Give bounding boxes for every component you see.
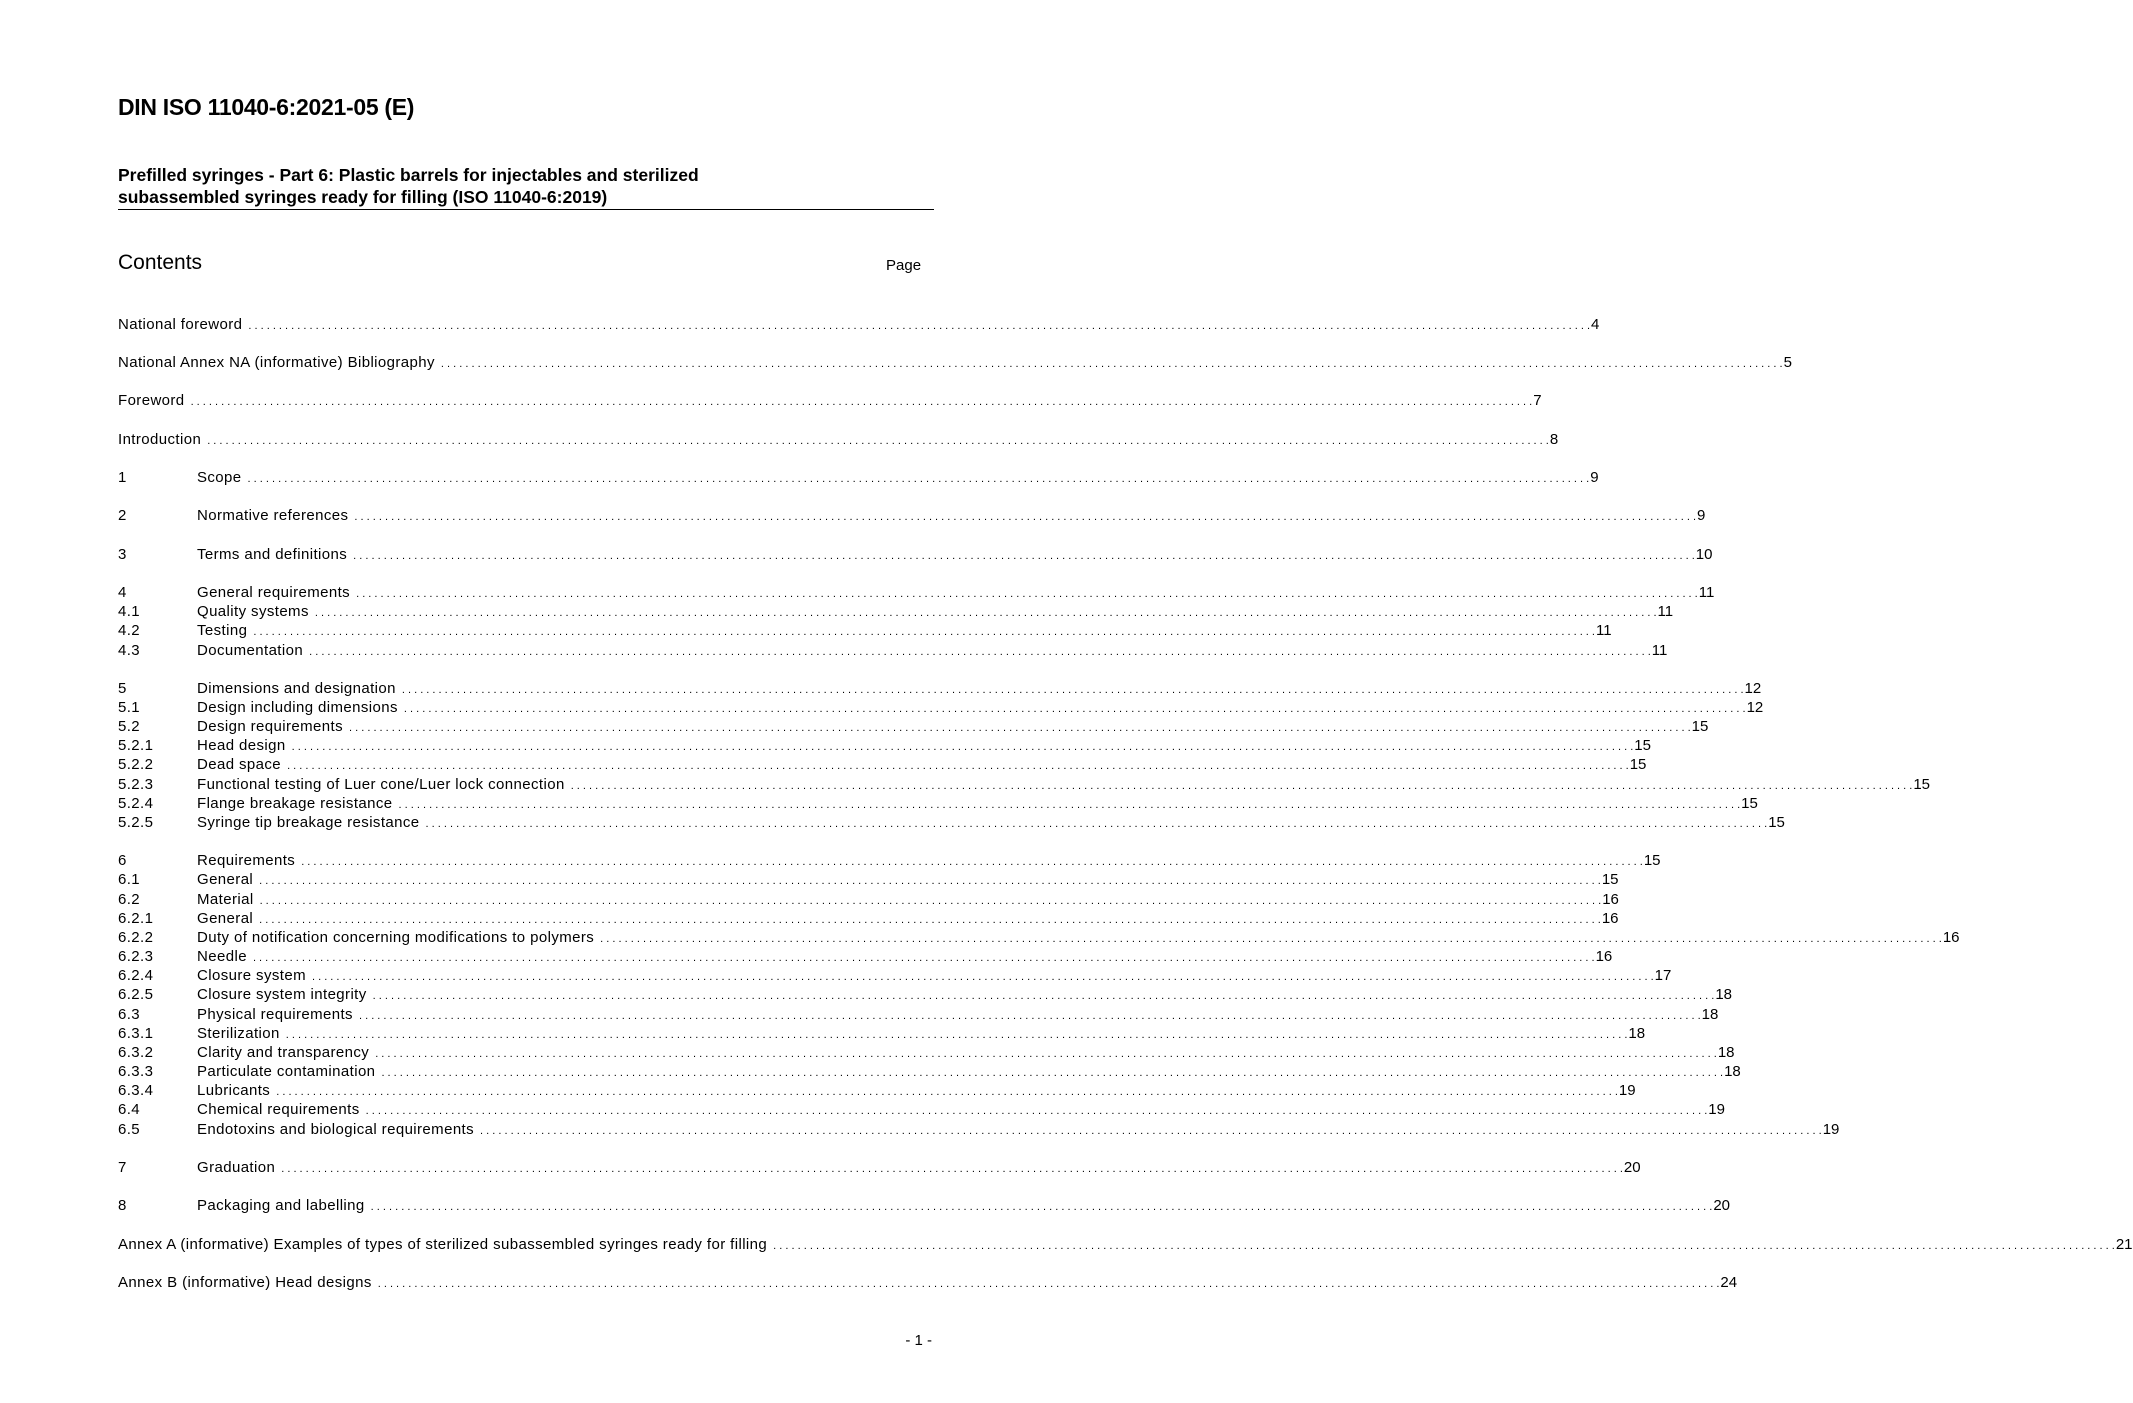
- toc-dot-leader: . . . . . . . . . . . . . . . . . . . . . . . . . . . . . . . . . . . . . . . . . . . . . . . . . . . . . . . . . . . . . . . . . . . . . . . . . . . . . . . . . . . . . . . . . . . . . . . . . . . . . . . . . . . . . . . . . . . . . . . . . . . . . . . . . . . . . . . . . . . . . . . . . . . . . . . . . . . . . . . . . . . . . . . . . . . . . . . . . . . . . . . . . . . . . . . . . . . . . . . . . . . . . . . . . . . . . . . . . . . .: [365, 1105, 1708, 1117]
- toc-entry-title: Duty of notification concerning modifications to polymers: [197, 929, 595, 946]
- toc-dot-leader: . . . . . . . . . . . . . . . . . . . . . . . . . . . . . . . . . . . . . . . . . . . . . . . . . . . . . . . . . . . . . . . . . . . . . . . . . . . . . . . . . . . . . . . . . . . . . . . . . . . . . . . . . . . . . . . . . . . . . . . . . . . . . . . . . . . . . . . . . . . . . . . . . . . . . . . . . . . . . . . . . . . . . . . . . . . . . . . . . . . . . . . . . . . . . . . . . . . . . . . . . . . . . . . . . . . . . . . . . . . .: [248, 320, 1591, 332]
- toc-entry-page: 11: [1595, 622, 1612, 639]
- toc-entry[interactable]: [118, 776, 1931, 796]
- toc-entry-number: 4.1: [118, 603, 141, 620]
- toc-entry[interactable]: [118, 1101, 1725, 1121]
- toc-entry-title: Requirements: [197, 852, 296, 869]
- toc-entry-title: Lubricants: [197, 1082, 271, 1099]
- toc-entry[interactable]: [118, 642, 1668, 662]
- toc-entry-number: 5.2.2: [118, 756, 154, 773]
- toc-entry-number: 7: [118, 1159, 127, 1176]
- toc-entry-page: 20: [1713, 1197, 1730, 1214]
- toc-entry-title: Chemical requirements: [197, 1101, 360, 1118]
- toc-dot-leader: . . . . . . . . . . . . . . . . . . . . . . . . . . . . . . . . . . . . . . . . . . . . . . . . . . . . . . . . . . . . . . . . . . . . . . . . . . . . . . . . . . . . . . . . . . . . . . . . . . . . . . . . . . . . . . . . . . . . . . . . . . . . . . . . . . . . . . . . . . . . . . . . . . . . . . . . . . . . . . . . . . . . . . . . . . . . . . . . . . . . . . . . . . . . . . . . . . . . . . . . . . . . . . . . . . . . . . . . . . . .: [354, 511, 1697, 523]
- toc-entry[interactable]: [118, 737, 1651, 757]
- toc-entry-page: 7: [1533, 392, 1542, 409]
- toc-dot-leader: . . . . . . . . . . . . . . . . . . . . . . . . . . . . . . . . . . . . . . . . . . . . . . . . . . . . . . . . . . . . . . . . . . . . . . . . . . . . . . . . . . . . . . . . . . . . . . . . . . . . . . . . . . . . . . . . . . . . . . . . . . . . . . . . . . . . . . . . . . . . . . . . . . . . . . . . . . . . . . . . . . . . . . . . . . . . . . . . . . . . . . . . . . . . . . . . . . . . . . . . . . . . . . . . . . . . . . . . . . . .: [253, 626, 1595, 638]
- toc-entry[interactable]: [118, 871, 1619, 891]
- toc-entry-page: 16: [1601, 910, 1619, 927]
- toc-entry[interactable]: [118, 1274, 1738, 1294]
- toc-entry-number: 1: [118, 469, 127, 486]
- toc-entry-title: Endotoxins and biological requirements: [197, 1121, 475, 1138]
- toc-entry-page: 15: [1768, 814, 1785, 831]
- toc-entry-page: 5: [1783, 354, 1792, 371]
- toc-entry-number: 6.2.1: [118, 910, 154, 927]
- toc-dot-leader: . . . . . . . . . . . . . . . . . . . . . . . . . . . . . . . . . . . . . . . . . . . . . . . . . . . . . . . . . . . . . . . . . . . . . . . . . . . . . . . . . . . . . . . . . . . . . . . . . . . . . . . . . . . . . . . . . . . . . . . . . . . . . . . . . . . . . . . . . . . . . . . . . . . . . . . . . . . . . . . . . . . . . . . . . . . . . . . . . . . . . . . . . . . . . . . . . . . . . . . . . . . . . . . . . . . . . . . . . . . .: [259, 914, 1601, 926]
- toc-dot-leader: . . . . . . . . . . . . . . . . . . . . . . . . . . . . . . . . . . . . . . . . . . . . . . . . . . . . . . . . . . . . . . . . . . . . . . . . . . . . . . . . . . . . . . . . . . . . . . . . . . . . . . . . . . . . . . . . . . . . . . . . . . . . . . . . . . . . . . . . . . . . . . . . . . . . . . . . . . . . . . . . . . . . . . . . . . . . . . . . . . . . . . . . . . . . . . . . . . . . . . . . . . . . . . . . . . . . . . . . . . . .: [377, 1278, 1720, 1290]
- toc-dot-leader: . . . . . . . . . . . . . . . . . . . . . . . . . . . . . . . . . . . . . . . . . . . . . . . . . . . . . . . . . . . . . . . . . . . . . . . . . . . . . . . . . . . . . . . . . . . . . . . . . . . . . . . . . . . . . . . . . . . . . . . . . . . . . . . . . . . . . . . . . . . . . . . . . . . . . . . . . . . . . . . . . . . . . . . . . . . . . . . . . . . . . . . . . . . . . . . . . . . . . . . . . . . . . . . . . . . . . . . . . . . .: [190, 396, 1533, 408]
- toc-entry-page: 9: [1590, 469, 1599, 486]
- toc-dot-leader: . . . . . . . . . . . . . . . . . . . . . . . . . . . . . . . . . . . . . . . . . . . . . . . . . . . . . . . . . . . . . . . . . . . . . . . . . . . . . . . . . . . . . . . . . . . . . . . . . . . . . . . . . . . . . . . . . . . . . . . . . . . . . . . . . . . . . . . . . . . . . . . . . . . . . . . . . . . . . . . . . . . . . . . . . . . . . . . . . . . . . . . . . . . . . . . . . . . . . . . . . . . . . . . . . . . . . . . . . . . .: [440, 358, 1783, 370]
- toc-entry-number: 3: [118, 546, 127, 563]
- toc-entry-title: National foreword: [118, 316, 243, 333]
- toc-entry-number: 5.2.4: [118, 795, 154, 812]
- toc-entry-number: 6.2.3: [118, 948, 154, 965]
- toc-entry[interactable]: [118, 756, 1647, 776]
- toc-entry-number: 5.2.5: [118, 814, 154, 831]
- toc-entry[interactable]: [118, 948, 1613, 968]
- toc-entry-title: General: [197, 910, 254, 927]
- toc-entry[interactable]: [118, 469, 1599, 489]
- toc-entry[interactable]: [118, 718, 1709, 738]
- toc-entry-number: 6.4: [118, 1101, 141, 1118]
- toc-dot-leader: . . . . . . . . . . . . . . . . . . . . . . . . . . . . . . . . . . . . . . . . . . . . . . . . . . . . . . . . . . . . . . . . . . . . . . . . . . . . . . . . . . . . . . . . . . . . . . . . . . . . . . . . . . . . . . . . . . . . . . . . . . . . . . . . . . . . . . . . . . . . . . . . . . . . . . . . . . . . . . . . . . . . . . . . . . . . . . . . . . . . . . . . . . . . . . . . . . . . . . . . . . . . . . . . . . . . . . . . . . . .: [370, 1201, 1713, 1213]
- toc-entry[interactable]: [118, 603, 1674, 623]
- toc-entry[interactable]: [118, 910, 1619, 930]
- toc-entry[interactable]: [118, 1006, 1719, 1026]
- toc-entry[interactable]: [118, 507, 1706, 527]
- toc-entry[interactable]: [118, 680, 1762, 700]
- toc-entry-title: Annex B (informative) Head designs: [118, 1274, 372, 1291]
- toc-entry-page: 9: [1697, 507, 1706, 524]
- page-number-footer: - 1 -: [905, 1332, 932, 1349]
- toc-entry-title: Physical requirements: [197, 1006, 353, 1023]
- toc-entry-page: 16: [1942, 929, 1960, 946]
- toc-entry[interactable]: [118, 354, 1792, 374]
- toc-dot-leader: . . . . . . . . . . . . . . . . . . . . . . . . . . . . . . . . . . . . . . . . . . . . . . . . . . . . . . . . . . . . . . . . . . . . . . . . . . . . . . . . . . . . . . . . . . . . . . . . . . . . . . . . . . . . . . . . . . . . . . . . . . . . . . . . . . . . . . . . . . . . . . . . . . . . . . . . . . . . . . . . . . . . . . . . . . . . . . . . . . . . . . . . . . . . . . . . . . . . . . . . . . . . . . . . . . . . . . . . . . . .: [281, 1163, 1623, 1175]
- page-column-heading: Page: [886, 257, 922, 274]
- toc-entry-title: Packaging and labelling: [197, 1197, 365, 1214]
- toc-entry[interactable]: [118, 622, 1612, 642]
- toc-dot-leader: . . . . . . . . . . . . . . . . . . . . . . . . . . . . . . . . . . . . . . . . . . . . . . . . . . . . . . . . . . . . . . . . . . . . . . . . . . . . . . . . . . . . . . . . . . . . . . . . . . . . . . . . . . . . . . . . . . . . . . . . . . . . . . . . . . . . . . . . . . . . . . . . . . . . . . . . . . . . . . . . . . . . . . . . . . . . . . . . . . . . . . . . . . . . . . . . . . . . . . . . . . . . . . . . . . . . . . . . . . . .: [311, 971, 1654, 983]
- toc-entry-number: 6.3.3: [118, 1063, 154, 1080]
- toc-dot-leader: . . . . . . . . . . . . . . . . . . . . . . . . . . . . . . . . . . . . . . . . . . . . . . . . . . . . . . . . . . . . . . . . . . . . . . . . . . . . . . . . . . . . . . . . . . . . . . . . . . . . . . . . . . . . . . . . . . . . . . . . . . . . . . . . . . . . . . . . . . . . . . . . . . . . . . . . . . . . . . . . . . . . . . . . . . . . . . . . . . . . . . . . . . . . . . . . . . . . . . . . . . . . . . . . . . . . . . . . . . . .: [381, 1067, 1724, 1079]
- toc-dot-leader: . . . . . . . . . . . . . . . . . . . . . . . . . . . . . . . . . . . . . . . . . . . . . . . . . . . . . . . . . . . . . . . . . . . . . . . . . . . . . . . . . . . . . . . . . . . . . . . . . . . . . . . . . . . . . . . . . . . . . . . . . . . . . . . . . . . . . . . . . . . . . . . . . . . . . . . . . . . . . . . . . . . . . . . . . . . . . . . . . . . . . . . . . . . . . . . . . . . . . . . . . . . . . . . . . . . . . . . . . . . .: [570, 780, 1913, 792]
- toc-entry[interactable]: [118, 1197, 1730, 1217]
- toc-entry-page: 15: [1629, 756, 1647, 773]
- toc-dot-leader: . . . . . . . . . . . . . . . . . . . . . . . . . . . . . . . . . . . . . . . . . . . . . . . . . . . . . . . . . . . . . . . . . . . . . . . . . . . . . . . . . . . . . . . . . . . . . . . . . . . . . . . . . . . . . . . . . . . . . . . . . . . . . . . . . . . . . . . . . . . . . . . . . . . . . . . . . . . . . . . . . . . . . . . . . . . . . . . . . . . . . . . . . . . . . . . . . . . . . . . . . . . . . . . . . . . . . . . . . . . .: [358, 1010, 1701, 1022]
- toc-entry-number: 8: [118, 1197, 127, 1214]
- toc-entry-page: 15: [1601, 871, 1619, 888]
- toc-dot-leader: . . . . . . . . . . . . . . . . . . . . . . . . . . . . . . . . . . . . . . . . . . . . . . . . . . . . . . . . . . . . . . . . . . . . . . . . . . . . . . . . . . . . . . . . . . . . . . . . . . . . . . . . . . . . . . . . . . . . . . . . . . . . . . . . . . . . . . . . . . . . . . . . . . . . . . . . . . . . . . . . . . . . . . . . . . . . . . . . . . . . . . . . . . . . . . . . . . . . . . . . . . . . . . . . . . . . . . . . . . . .: [207, 435, 1549, 447]
- toc-entry-page: 18: [1628, 1025, 1646, 1042]
- toc-entry-number: 6.2: [118, 891, 141, 908]
- toc-dot-leader: . . . . . . . . . . . . . . . . . . . . . . . . . . . . . . . . . . . . . . . . . . . . . . . . . . . . . . . . . . . . . . . . . . . . . . . . . . . . . . . . . . . . . . . . . . . . . . . . . . . . . . . . . . . . . . . . . . . . . . . . . . . . . . . . . . . . . . . . . . . . . . . . . . . . . . . . . . . . . . . . . . . . . . . . . . . . . . . . . . . . . . . . . . . . . . . . . . . . . . . . . . . . . . . . . . . . . . . . . . . .: [309, 646, 1651, 658]
- toc-dot-leader: . . . . . . . . . . . . . . . . . . . . . . . . . . . . . . . . . . . . . . . . . . . . . . . . . . . . . . . . . . . . . . . . . . . . . . . . . . . . . . . . . . . . . . . . . . . . . . . . . . . . . . . . . . . . . . . . . . . . . . . . . . . . . . . . . . . . . . . . . . . . . . . . . . . . . . . . . . . . . . . . . . . . . . . . . . . . . . . . . . . . . . . . . . . . . . . . . . . . . . . . . . . . . . . . . . . . . . . . . . . .: [259, 875, 1601, 887]
- toc-entry-title: Documentation: [197, 642, 304, 659]
- toc-entry-title: National Annex NA (informative) Bibliography: [118, 354, 435, 371]
- toc-entry[interactable]: [118, 1063, 1741, 1083]
- toc-dot-leader: . . . . . . . . . . . . . . . . . . . . . . . . . . . . . . . . . . . . . . . . . . . . . . . . . . . . . . . . . . . . . . . . . . . . . . . . . . . . . . . . . . . . . . . . . . . . . . . . . . . . . . . . . . . . . . . . . . . . . . . . . . . . . . . . . . . . . . . . . . . . . . . . . . . . . . . . . . . . . . . . . . . . . . . . . . . . . . . . . . . . . . . . . . . . . . . . . . . . . . . . . . . . . . . . . . . . . . . . . . . .: [356, 588, 1698, 600]
- toc-entry-title: Dimensions and designation: [197, 680, 396, 697]
- toc-dot-leader: . . . . . . . . . . . . . . . . . . . . . . . . . . . . . . . . . . . . . . . . . . . . . . . . . . . . . . . . . . . . . . . . . . . . . . . . . . . . . . . . . . . . . . . . . . . . . . . . . . . . . . . . . . . . . . . . . . . . . . . . . . . . . . . . . . . . . . . . . . . . . . . . . . . . . . . . . . . . . . . . . . . . . . . . . . . . . . . . . . . . . . . . . . . . . . . . . . . . . . . . . . . . . . . . . . . . . . . . . . . .: [372, 990, 1715, 1002]
- toc-dot-leader: . . . . . . . . . . . . . . . . . . . . . . . . . . . . . . . . . . . . . . . . . . . . . . . . . . . . . . . . . . . . . . . . . . . . . . . . . . . . . . . . . . . . . . . . . . . . . . . . . . . . . . . . . . . . . . . . . . . . . . . . . . . . . . . . . . . . . . . . . . . . . . . . . . . . . . . . . . . . . . . . . . . . . . . . . . . . . . . . . . . . . . . . . . . . . . . . . . . . . . . . . . . . . . . . . . . . . . . . . . . .: [314, 607, 1657, 619]
- toc-entry-title: Foreword: [118, 392, 185, 409]
- toc-entry-page: 16: [1602, 891, 1619, 908]
- toc-entry-title: Clarity and transparency: [197, 1044, 370, 1061]
- toc-entry-page: 15: [1643, 852, 1661, 869]
- toc-entry-title: Dead space: [197, 756, 282, 773]
- toc-entry-page: 18: [1724, 1063, 1741, 1080]
- toc-entry[interactable]: [118, 1236, 2133, 1256]
- toc-entry-page: 16: [1595, 948, 1613, 965]
- toc-entry-number: 5: [118, 680, 127, 697]
- toc-dot-leader: . . . . . . . . . . . . . . . . . . . . . . . . . . . . . . . . . . . . . . . . . . . . . . . . . . . . . . . . . . . . . . . . . . . . . . . . . . . . . . . . . . . . . . . . . . . . . . . . . . . . . . . . . . . . . . . . . . . . . . . . . . . . . . . . . . . . . . . . . . . . . . . . . . . . . . . . . . . . . . . . . . . . . . . . . . . . . . . . . . . . . . . . . . . . . . . . . . . . . . . . . . . . . . . . . . . . . . . . . . . .: [773, 1240, 2115, 1252]
- toc-dot-leader: . . . . . . . . . . . . . . . . . . . . . . . . . . . . . . . . . . . . . . . . . . . . . . . . . . . . . . . . . . . . . . . . . . . . . . . . . . . . . . . . . . . . . . . . . . . . . . . . . . . . . . . . . . . . . . . . . . . . . . . . . . . . . . . . . . . . . . . . . . . . . . . . . . . . . . . . . . . . . . . . . . . . . . . . . . . . . . . . . . . . . . . . . . . . . . . . . . . . . . . . . . . . . . . . . . . . . . . . . . . .: [276, 1086, 1618, 1098]
- toc-entry-title: Graduation: [197, 1159, 276, 1176]
- toc-entry-number: 5.2.1: [118, 737, 154, 754]
- toc-entry-title: Normative references: [197, 507, 349, 524]
- toc-entry[interactable]: [118, 546, 1713, 566]
- toc-entry-number: 4.3: [118, 642, 141, 659]
- toc-entry-title: Particulate contamination: [197, 1063, 376, 1080]
- toc-entry-page: 15: [1634, 737, 1651, 754]
- toc-entry-title: Scope: [197, 469, 242, 486]
- toc-dot-leader: . . . . . . . . . . . . . . . . . . . . . . . . . . . . . . . . . . . . . . . . . . . . . . . . . . . . . . . . . . . . . . . . . . . . . . . . . . . . . . . . . . . . . . . . . . . . . . . . . . . . . . . . . . . . . . . . . . . . . . . . . . . . . . . . . . . . . . . . . . . . . . . . . . . . . . . . . . . . . . . . . . . . . . . . . . . . . . . . . . . . . . . . . . . . . . . . . . . . . . . . . . . . . . . . . . . . . . . . . . . .: [600, 933, 1942, 945]
- toc-entry-title: Material: [197, 891, 254, 908]
- subtitle-line: subassembled syringes ready for filling (ISO 11040-6:2019): [118, 187, 608, 207]
- toc-entry[interactable]: [118, 891, 1619, 911]
- toc-dot-leader: . . . . . . . . . . . . . . . . . . . . . . . . . . . . . . . . . . . . . . . . . . . . . . . . . . . . . . . . . . . . . . . . . . . . . . . . . . . . . . . . . . . . . . . . . . . . . . . . . . . . . . . . . . . . . . . . . . . . . . . . . . . . . . . . . . . . . . . . . . . . . . . . . . . . . . . . . . . . . . . . . . . . . . . . . . . . . . . . . . . . . . . . . . . . . . . . . . . . . . . . . . . . . . . . . . . . . . . . . . . .: [287, 760, 1629, 772]
- toc-entry-title: General: [197, 871, 254, 888]
- toc-dot-leader: . . . . . . . . . . . . . . . . . . . . . . . . . . . . . . . . . . . . . . . . . . . . . . . . . . . . . . . . . . . . . . . . . . . . . . . . . . . . . . . . . . . . . . . . . . . . . . . . . . . . . . . . . . . . . . . . . . . . . . . . . . . . . . . . . . . . . . . . . . . . . . . . . . . . . . . . . . . . . . . . . . . . . . . . . . . . . . . . . . . . . . . . . . . . . . . . . . . . . . . . . . . . . . . . . . . . . . . . . . . .: [480, 1125, 1822, 1137]
- toc-entry[interactable]: [118, 814, 1785, 834]
- toc-entry[interactable]: [118, 1159, 1641, 1179]
- toc-entry[interactable]: [118, 795, 1758, 815]
- toc-entry-page: 20: [1623, 1159, 1641, 1176]
- toc-entry-title: Design including dimensions: [197, 699, 398, 716]
- toc-entry-title: Head design: [197, 737, 286, 754]
- toc-entry-page: 12: [1744, 680, 1762, 697]
- toc-entry-page: 15: [1913, 776, 1931, 793]
- toc-entry-page: 10: [1695, 546, 1713, 563]
- toc-entry[interactable]: [118, 316, 1600, 336]
- toc-entry-page: 19: [1822, 1121, 1840, 1138]
- toc-entry-number: 6.2.2: [118, 929, 154, 946]
- toc-dot-leader: . . . . . . . . . . . . . . . . . . . . . . . . . . . . . . . . . . . . . . . . . . . . . . . . . . . . . . . . . . . . . . . . . . . . . . . . . . . . . . . . . . . . . . . . . . . . . . . . . . . . . . . . . . . . . . . . . . . . . . . . . . . . . . . . . . . . . . . . . . . . . . . . . . . . . . . . . . . . . . . . . . . . . . . . . . . . . . . . . . . . . . . . . . . . . . . . . . . . . . . . . . . . . . . . . . . . . . . . . . . .: [247, 473, 1590, 485]
- toc-entry-number: 6: [118, 852, 127, 869]
- toc-entry-page: 8: [1549, 431, 1559, 448]
- toc-entry[interactable]: [118, 392, 1542, 412]
- toc-entry[interactable]: [118, 584, 1715, 604]
- toc-entry-title: Testing: [197, 622, 248, 639]
- toc-entry-number: 5.2.3: [118, 776, 154, 793]
- toc-entry-number: 2: [118, 507, 127, 524]
- toc-entry-page: 24: [1720, 1274, 1738, 1291]
- toc-entry-title: Needle: [197, 948, 247, 965]
- toc-entry-title: Closure system: [197, 967, 306, 984]
- toc-entry-page: 18: [1715, 986, 1732, 1003]
- toc-entry-title: Sterilization: [197, 1025, 280, 1042]
- toc-entry-number: 4.2: [118, 622, 141, 639]
- toc-entry-title: Design requirements: [197, 718, 343, 735]
- toc-entry-title: Closure system integrity: [197, 986, 367, 1003]
- toc-entry-page: 4: [1591, 316, 1600, 333]
- toc-entry-page: 19: [1708, 1101, 1725, 1118]
- toc-entry-page: 11: [1657, 603, 1674, 620]
- toc-entry[interactable]: [118, 852, 1661, 872]
- toc-entry-page: 19: [1618, 1082, 1636, 1099]
- toc-dot-leader: . . . . . . . . . . . . . . . . . . . . . . . . . . . . . . . . . . . . . . . . . . . . . . . . . . . . . . . . . . . . . . . . . . . . . . . . . . . . . . . . . . . . . . . . . . . . . . . . . . . . . . . . . . . . . . . . . . . . . . . . . . . . . . . . . . . . . . . . . . . . . . . . . . . . . . . . . . . . . . . . . . . . . . . . . . . . . . . . . . . . . . . . . . . . . . . . . . . . . . . . . . . . . . . . . . . . . . . . . . . .: [285, 1029, 1628, 1041]
- toc-dot-leader: . . . . . . . . . . . . . . . . . . . . . . . . . . . . . . . . . . . . . . . . . . . . . . . . . . . . . . . . . . . . . . . . . . . . . . . . . . . . . . . . . . . . . . . . . . . . . . . . . . . . . . . . . . . . . . . . . . . . . . . . . . . . . . . . . . . . . . . . . . . . . . . . . . . . . . . . . . . . . . . . . . . . . . . . . . . . . . . . . . . . . . . . . . . . . . . . . . . . . . . . . . . . . . . . . . . . . . . . . . . .: [259, 895, 1602, 907]
- toc-entry-title: Flange breakage resistance: [197, 795, 393, 812]
- toc-entry-page: 15: [1691, 718, 1709, 735]
- toc-dot-leader: . . . . . . . . . . . . . . . . . . . . . . . . . . . . . . . . . . . . . . . . . . . . . . . . . . . . . . . . . . . . . . . . . . . . . . . . . . . . . . . . . . . . . . . . . . . . . . . . . . . . . . . . . . . . . . . . . . . . . . . . . . . . . . . . . . . . . . . . . . . . . . . . . . . . . . . . . . . . . . . . . . . . . . . . . . . . . . . . . . . . . . . . . . . . . . . . . . . . . . . . . . . . . . . . . . . . . . . . . . . .: [398, 799, 1741, 811]
- toc-entry-number: 6.3.4: [118, 1082, 154, 1099]
- toc-entry[interactable]: [118, 1044, 1735, 1064]
- toc-entry-page: 17: [1654, 967, 1672, 984]
- toc-entry[interactable]: [118, 1082, 1636, 1102]
- toc-entry[interactable]: [118, 1121, 1840, 1141]
- toc-entry-number: 5.1: [118, 699, 141, 716]
- toc-entry-number: 6.1: [118, 871, 141, 888]
- toc-entry[interactable]: [118, 986, 1732, 1006]
- toc-entry-title: Quality systems: [197, 603, 309, 620]
- toc-entry-title: Functional testing of Luer cone/Luer lock connection: [197, 776, 565, 793]
- toc-entry-number: 5.2: [118, 718, 141, 735]
- document-title: DIN ISO 11040-6:2021-05 (E): [118, 94, 415, 120]
- toc-entry-page: 12: [1746, 699, 1764, 716]
- subtitle-line: Prefilled syringes - Part 6: Plastic barrels for injectables and sterilized: [118, 165, 699, 185]
- document-subtitle: [118, 164, 934, 210]
- toc-entry-number: 6.2.5: [118, 986, 154, 1003]
- toc-dot-leader: . . . . . . . . . . . . . . . . . . . . . . . . . . . . . . . . . . . . . . . . . . . . . . . . . . . . . . . . . . . . . . . . . . . . . . . . . . . . . . . . . . . . . . . . . . . . . . . . . . . . . . . . . . . . . . . . . . . . . . . . . . . . . . . . . . . . . . . . . . . . . . . . . . . . . . . . . . . . . . . . . . . . . . . . . . . . . . . . . . . . . . . . . . . . . . . . . . . . . . . . . . . . . . . . . . . . . . . . . . . .: [375, 1048, 1717, 1060]
- toc-entry-title: Terms and definitions: [197, 546, 348, 563]
- toc-dot-leader: . . . . . . . . . . . . . . . . . . . . . . . . . . . . . . . . . . . . . . . . . . . . . . . . . . . . . . . . . . . . . . . . . . . . . . . . . . . . . . . . . . . . . . . . . . . . . . . . . . . . . . . . . . . . . . . . . . . . . . . . . . . . . . . . . . . . . . . . . . . . . . . . . . . . . . . . . . . . . . . . . . . . . . . . . . . . . . . . . . . . . . . . . . . . . . . . . . . . . . . . . . . . . . . . . . . . . . . . . . . .: [401, 684, 1744, 696]
- toc-entry-title: Syringe tip breakage resistance: [197, 814, 420, 831]
- toc-entry-number: 6.3: [118, 1006, 141, 1023]
- toc-entry[interactable]: [118, 431, 1559, 451]
- toc-entry-page: 11: [1651, 642, 1668, 659]
- toc-entry-title: Introduction: [118, 431, 202, 448]
- toc-entry-page: 15: [1741, 795, 1758, 812]
- toc-entry[interactable]: [118, 699, 1764, 719]
- toc-dot-leader: . . . . . . . . . . . . . . . . . . . . . . . . . . . . . . . . . . . . . . . . . . . . . . . . . . . . . . . . . . . . . . . . . . . . . . . . . . . . . . . . . . . . . . . . . . . . . . . . . . . . . . . . . . . . . . . . . . . . . . . . . . . . . . . . . . . . . . . . . . . . . . . . . . . . . . . . . . . . . . . . . . . . . . . . . . . . . . . . . . . . . . . . . . . . . . . . . . . . . . . . . . . . . . . . . . . . . . . . . . . .: [349, 722, 1691, 734]
- toc-entry-page: 11: [1698, 584, 1715, 601]
- toc-entry-number: 6.3.2: [118, 1044, 154, 1061]
- toc-dot-leader: . . . . . . . . . . . . . . . . . . . . . . . . . . . . . . . . . . . . . . . . . . . . . . . . . . . . . . . . . . . . . . . . . . . . . . . . . . . . . . . . . . . . . . . . . . . . . . . . . . . . . . . . . . . . . . . . . . . . . . . . . . . . . . . . . . . . . . . . . . . . . . . . . . . . . . . . . . . . . . . . . . . . . . . . . . . . . . . . . . . . . . . . . . . . . . . . . . . . . . . . . . . . . . . . . . . . . . . . . . . .: [403, 703, 1746, 715]
- toc-dot-leader: . . . . . . . . . . . . . . . . . . . . . . . . . . . . . . . . . . . . . . . . . . . . . . . . . . . . . . . . . . . . . . . . . . . . . . . . . . . . . . . . . . . . . . . . . . . . . . . . . . . . . . . . . . . . . . . . . . . . . . . . . . . . . . . . . . . . . . . . . . . . . . . . . . . . . . . . . . . . . . . . . . . . . . . . . . . . . . . . . . . . . . . . . . . . . . . . . . . . . . . . . . . . . . . . . . . . . . . . . . . .: [252, 952, 1595, 964]
- toc-entry[interactable]: [118, 967, 1672, 987]
- toc-entry-page: 21: [2115, 1236, 2133, 1253]
- toc-dot-leader: . . . . . . . . . . . . . . . . . . . . . . . . . . . . . . . . . . . . . . . . . . . . . . . . . . . . . . . . . . . . . . . . . . . . . . . . . . . . . . . . . . . . . . . . . . . . . . . . . . . . . . . . . . . . . . . . . . . . . . . . . . . . . . . . . . . . . . . . . . . . . . . . . . . . . . . . . . . . . . . . . . . . . . . . . . . . . . . . . . . . . . . . . . . . . . . . . . . . . . . . . . . . . . . . . . . . . . . . . . . .: [301, 856, 1643, 868]
- toc-dot-leader: . . . . . . . . . . . . . . . . . . . . . . . . . . . . . . . . . . . . . . . . . . . . . . . . . . . . . . . . . . . . . . . . . . . . . . . . . . . . . . . . . . . . . . . . . . . . . . . . . . . . . . . . . . . . . . . . . . . . . . . . . . . . . . . . . . . . . . . . . . . . . . . . . . . . . . . . . . . . . . . . . . . . . . . . . . . . . . . . . . . . . . . . . . . . . . . . . . . . . . . . . . . . . . . . . . . . . . . . . . . .: [425, 818, 1768, 830]
- toc-entry[interactable]: [118, 929, 1960, 949]
- toc-dot-leader: . . . . . . . . . . . . . . . . . . . . . . . . . . . . . . . . . . . . . . . . . . . . . . . . . . . . . . . . . . . . . . . . . . . . . . . . . . . . . . . . . . . . . . . . . . . . . . . . . . . . . . . . . . . . . . . . . . . . . . . . . . . . . . . . . . . . . . . . . . . . . . . . . . . . . . . . . . . . . . . . . . . . . . . . . . . . . . . . . . . . . . . . . . . . . . . . . . . . . . . . . . . . . . . . . . . . . . . . . . . .: [291, 741, 1634, 753]
- contents-heading: Contents: [118, 251, 203, 274]
- toc-entry-number: 6.2.4: [118, 967, 154, 984]
- toc-entry[interactable]: [118, 1025, 1646, 1045]
- toc-entry-page: 18: [1701, 1006, 1719, 1023]
- toc-entry-number: 4: [118, 584, 127, 601]
- toc-entry-number: 6.3.1: [118, 1025, 154, 1042]
- toc-entry-title: Annex A (informative) Examples of types of sterilized subassembled syringes ready for filling: [118, 1236, 768, 1253]
- toc-entry-page: 18: [1717, 1044, 1735, 1061]
- toc-dot-leader: . . . . . . . . . . . . . . . . . . . . . . . . . . . . . . . . . . . . . . . . . . . . . . . . . . . . . . . . . . . . . . . . . . . . . . . . . . . . . . . . . . . . . . . . . . . . . . . . . . . . . . . . . . . . . . . . . . . . . . . . . . . . . . . . . . . . . . . . . . . . . . . . . . . . . . . . . . . . . . . . . . . . . . . . . . . . . . . . . . . . . . . . . . . . . . . . . . . . . . . . . . . . . . . . . . . . . . . . . . . .: [353, 550, 1695, 562]
- toc-entry-number: 6.5: [118, 1121, 141, 1138]
- toc-entry-title: General requirements: [197, 584, 351, 601]
